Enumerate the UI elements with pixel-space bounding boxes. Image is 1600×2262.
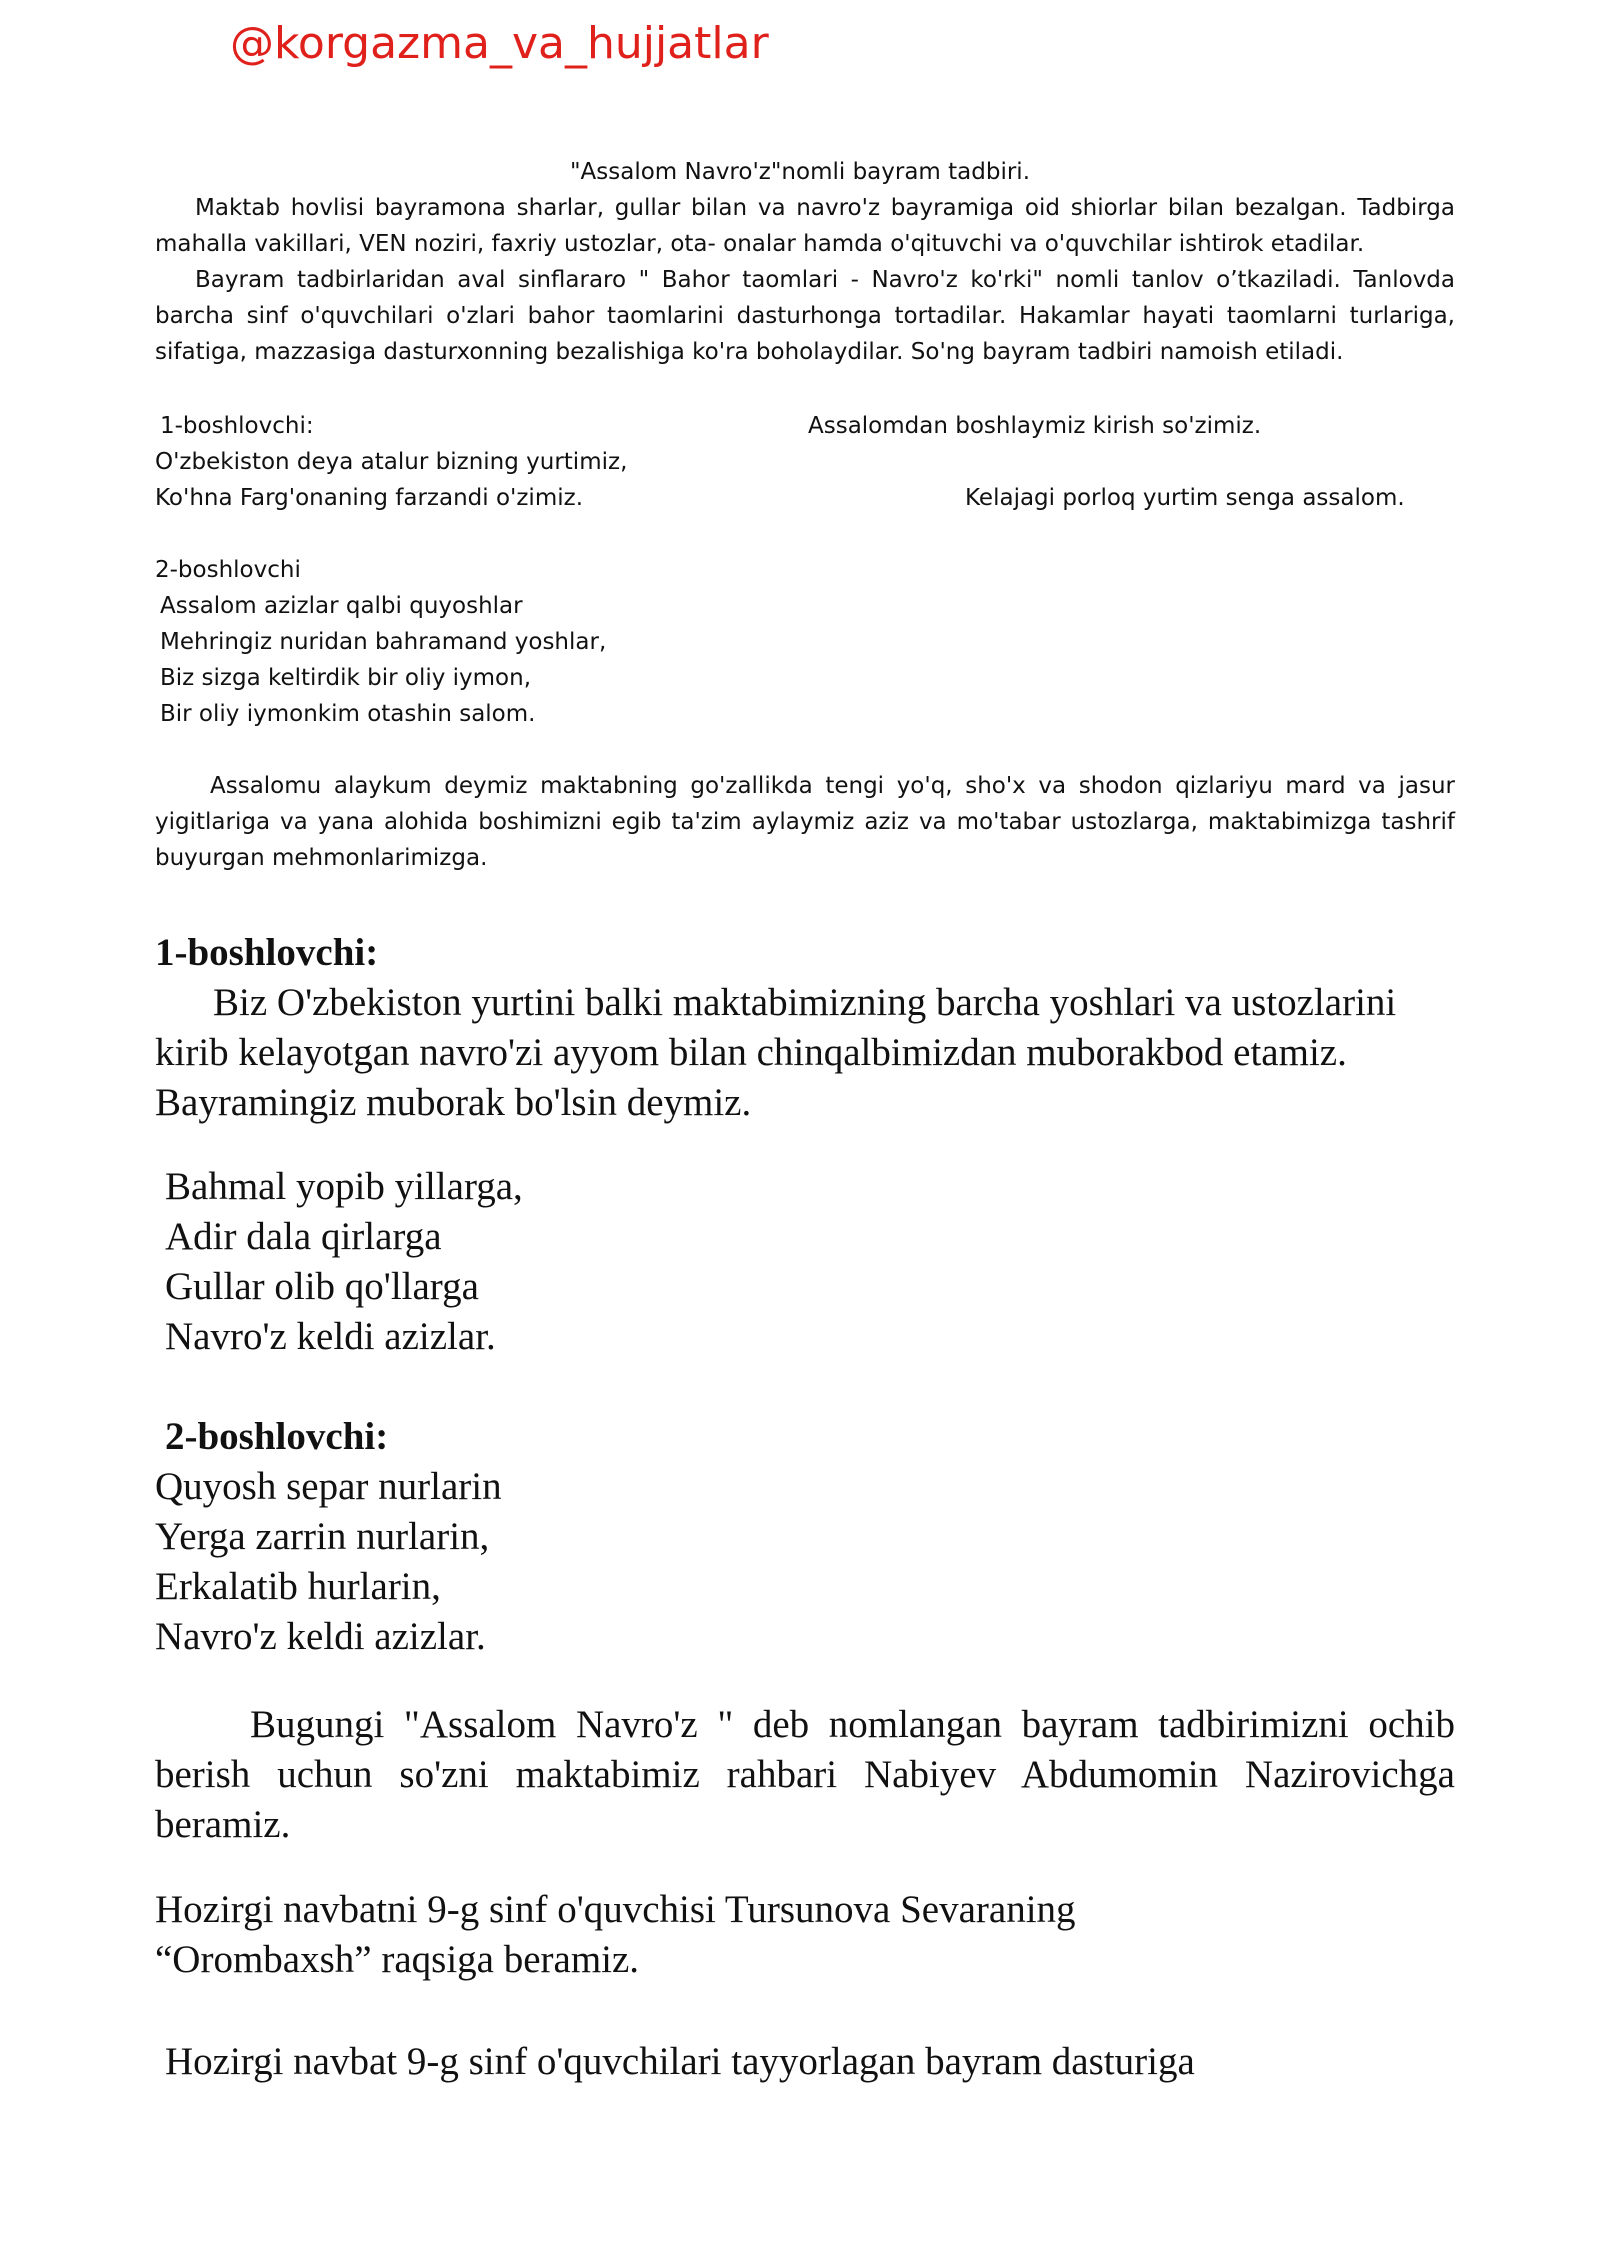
verse1-right-line-2: Kelajagi porloq yurtim senga assalom. (965, 485, 1405, 511)
section1-poem-line-2: Adir dala qirlarga (165, 1215, 442, 1258)
greeting-paragraph: Assalomu alaykum deymiz maktabning go'zallikda tengi yo'q, sho'x va shodon qizlariyu mard va jasur yigitlariga va yana alohida boshimizni egib ta'zim aylaymiz aziz va mo'tabar ustozlarga, maktabimizga tashrif buyurgan mehmonlarimizga. (155, 773, 1455, 871)
verse2-line-2: Mehringiz nuridan bahramand yoshlar, (160, 629, 607, 655)
section1-poem-line-4: Navro'z keldi azizlar. (165, 1315, 496, 1358)
intro-paragraph-2: Bayram tadbirlaridan aval sinflararo " Bahor taomlari - Navro'z ko'rki" nomli tanlov o’tkaziladi. Tanlovda barcha sinf o'quvchilari o'zlari bahor taomlarini dasturhonga tortadilar. Hakamlar hayati taomlarni turlariga, sifatiga, mazzasiga dasturxonning bezalishiga ko'ra boholaydilar. So'ng bayram tadbiri namoish etiladi. (155, 267, 1455, 365)
watermark-handle: @korgazma_va_hujjatlar (230, 18, 769, 69)
section2-poem-line-2: Yerga zarrin nurlarin, (155, 1515, 490, 1558)
section2-speaker: 2-boshlovchi: (165, 1415, 389, 1458)
section1-paragraph: Biz O'zbekiston yurtini balki maktabimizning barcha yoshlari va ustozlarini kirib kelayotgan navro'zi ayyom bilan chinqalbimizdan muborakbod etamiz. Bayramingiz muborak bo'lsin deymiz. (155, 981, 1397, 1124)
dance-line-2: “Orombaxsh” raqsiga beramiz. (155, 1938, 640, 1981)
section1-poem-line-1: Bahmal yopib yillarga, (165, 1165, 523, 1208)
opening-paragraph: Bugungi "Assalom Navro'z " deb nomlangan bayram tadbirimizni ochib berish uchun so'zni maktabimiz rahbari Nabiyev Abdumomin Nazirovichga beramiz. (155, 1703, 1455, 1846)
section1-speaker: 1-boshlovchi: (155, 931, 379, 974)
verse2-line-3: Biz sizga keltirdik bir oliy iymon, (160, 665, 532, 691)
dance-line-1: Hozirgi navbatni 9-g sinf o'quvchisi Tursunova Sevaraning (155, 1888, 1076, 1931)
section2-poem-line-3: Erkalatib hurlarin, (155, 1565, 441, 1608)
section2-poem-line-4: Navro'z keldi azizlar. (155, 1615, 486, 1658)
verse1-right-line-1: Assalomdan boshlaymiz kirish so'zimiz. (808, 413, 1262, 439)
verse1-speaker: 1-boshlovchi: (160, 413, 314, 439)
intro-paragraph-1: Maktab hovlisi bayramona sharlar, gullar bilan va navro'z bayramiga oid shiorlar bilan bezalgan. Tadbirga mahalla vakillari, VEN noziri, faxriy ustozlar, ota- onalar hamda o'qituvchi va o'quvchilar ishtirok etadilar. (155, 195, 1455, 257)
verse1-left-line-2: Ko'hna Farg'onaning farzandi o'zimiz. (155, 485, 584, 511)
event-title: "Assalom Navro'z"nomli bayram tadbiri. (569, 159, 1031, 185)
section2-poem-line-1: Quyosh separ nurlarin (155, 1465, 502, 1508)
section1-poem-line-3: Gullar olib qo'llarga (165, 1265, 479, 1308)
verse2-line-4: Bir oliy iymonkim otashin salom. (160, 701, 536, 727)
verse2-speaker: 2-boshlovchi (155, 557, 301, 583)
program-announcement: Hozirgi navbat 9-g sinf o'quvchilari tayyorlagan bayram dasturiga (165, 2040, 1195, 2083)
verse1-left-line-1: O'zbekiston deya atalur bizning yurtimiz, (155, 449, 628, 475)
verse2-line-1: Assalom azizlar qalbi quyoshlar (160, 593, 523, 619)
